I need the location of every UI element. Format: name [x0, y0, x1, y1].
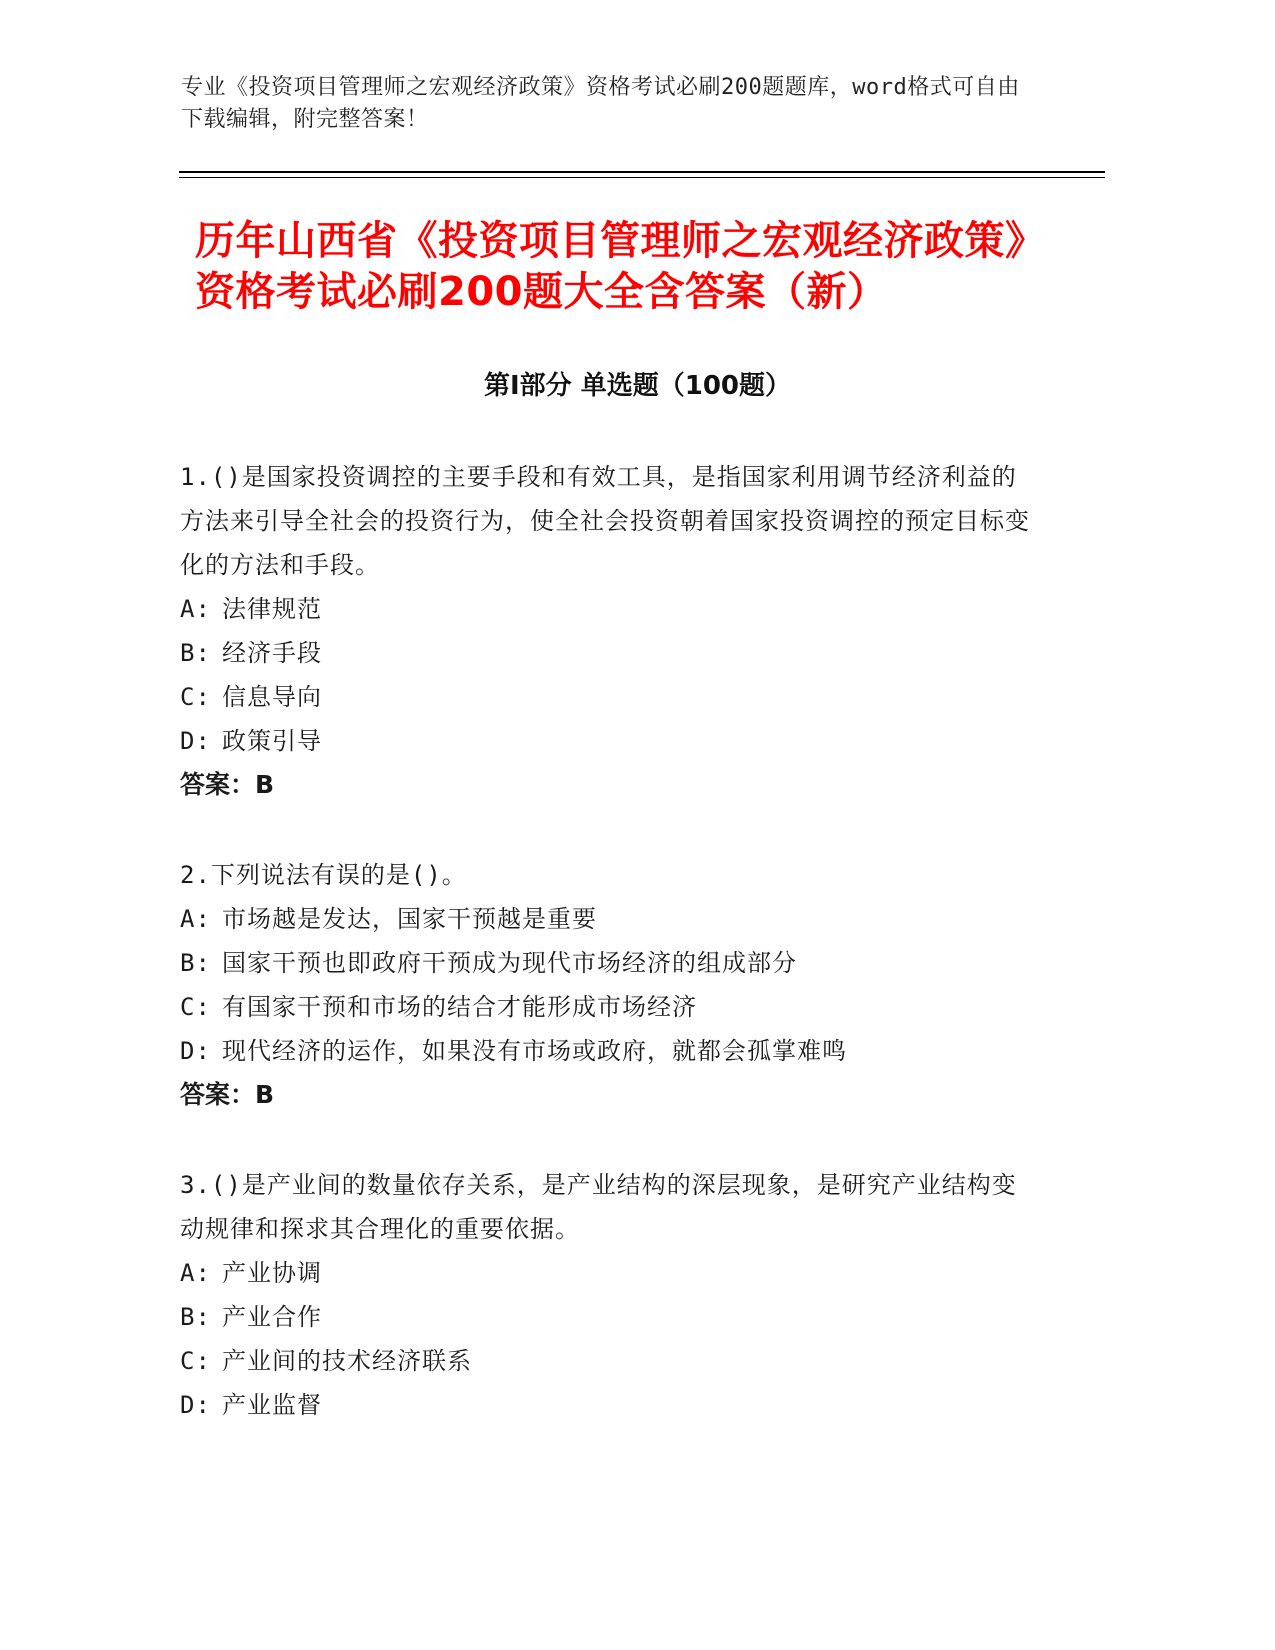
option-text: 现代经济的运作，如果没有市场或政府，就都会孤掌难鸣: [222, 1037, 847, 1065]
option-text: 法律规范: [222, 595, 322, 623]
option-b: [180, 631, 1030, 675]
option-text: 市场越是发达，国家干预越是重要: [222, 905, 597, 933]
option-c: [180, 675, 1030, 719]
option-text: 产业监督: [222, 1391, 322, 1419]
option-letter: D:: [180, 1037, 211, 1065]
option-d: [180, 719, 1030, 763]
option-letter: B:: [180, 1303, 211, 1331]
answer-line: 答案：B: [180, 1080, 275, 1109]
option-text: 国家干预也即政府干预成为现代市场经济的组成部分: [222, 949, 797, 977]
option-d: [180, 1029, 1030, 1073]
option-text: 有国家干预和市场的结合才能形成市场经济: [222, 993, 697, 1021]
option-letter: D:: [180, 1391, 211, 1419]
option-text: 经济手段: [222, 639, 322, 667]
option-text: 产业合作: [222, 1303, 322, 1331]
option-letter: B:: [180, 949, 211, 977]
question-list: [180, 455, 1030, 1473]
option-d: [180, 1383, 1030, 1427]
option-letter: C:: [180, 1347, 211, 1375]
option-a: [180, 897, 1030, 941]
answer-line: 答案：B: [180, 770, 275, 799]
question-3: [180, 1163, 1030, 1427]
header-divider-thick: [179, 171, 1105, 173]
option-letter: B:: [180, 639, 211, 667]
option-c: [180, 1339, 1030, 1383]
option-text: 信息导向: [222, 683, 322, 711]
option-b: [180, 941, 1030, 985]
header-divider-thin: [179, 177, 1105, 178]
section-heading: 第I部分 单选题（100题）: [484, 371, 791, 401]
option-letter: D:: [180, 727, 211, 755]
option-a: [180, 587, 1030, 631]
option-letter: C:: [180, 993, 211, 1021]
document-title: 历年山西省《投资项目管理师之宏观经济政策》资格考试必刷200题大全含答案（新）: [195, 218, 1046, 315]
option-text: 产业间的技术经济联系: [222, 1347, 472, 1375]
header-note: 专业《投资项目管理师之宏观经济政策》资格考试必刷200题题库，word格式可自由下载编辑，附完整答案！: [181, 75, 1020, 132]
option-b: [180, 1295, 1030, 1339]
option-letter: A:: [180, 905, 211, 933]
option-text: 产业协调: [222, 1259, 322, 1287]
question-stem: 1.()是国家投资调控的主要手段和有效工具，是指国家利用调节经济利益的方法来引导全社会的投资行为，使全社会投资朝着国家投资调控的预定目标变化的方法和手段。: [180, 463, 1030, 579]
option-letter: A:: [180, 595, 211, 623]
question-1: [180, 455, 1030, 807]
question-2: [180, 853, 1030, 1117]
option-letter: C:: [180, 683, 211, 711]
option-c: [180, 985, 1030, 1029]
option-letter: A:: [180, 1259, 211, 1287]
question-stem: 2.下列说法有误的是()。: [180, 861, 467, 889]
question-stem: 3.()是产业间的数量依存关系，是产业结构的深层现象，是研究产业结构变动规律和探求其合理化的重要依据。: [180, 1171, 1017, 1243]
option-text: 政策引导: [222, 727, 322, 755]
option-a: [180, 1251, 1030, 1295]
